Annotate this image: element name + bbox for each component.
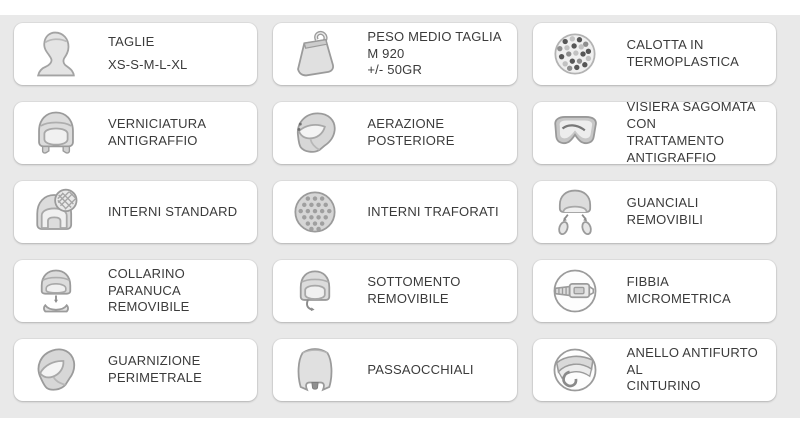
feature-text-line: GUANCIALI REMOVIBILI xyxy=(626,195,704,227)
feature-card xyxy=(273,339,516,401)
feature-text-line: PASSAOCCHIALI xyxy=(367,361,474,377)
feature-label xyxy=(108,266,251,317)
feature-card xyxy=(14,339,257,401)
glasses-slot-helmet-icon xyxy=(289,344,341,396)
feature-card xyxy=(273,102,516,164)
feature-text-line: PESO MEDIO TAGLIA M 920 xyxy=(367,28,502,61)
cheek-pads-icon xyxy=(549,186,601,238)
feature-text-line: VERNICIATURA xyxy=(108,116,207,132)
perforated-interior-icon xyxy=(290,187,340,237)
chin-strap-icon xyxy=(289,265,341,317)
open-face-helmet-icon xyxy=(30,107,82,159)
feature-text-line: TERMOPLASTICA xyxy=(626,54,740,69)
visor-icon xyxy=(550,108,600,158)
feature-card xyxy=(273,260,516,322)
feature-card xyxy=(14,102,257,164)
chin-strap-icon xyxy=(290,266,340,316)
feature-text-line: CALOTTA IN xyxy=(626,37,704,53)
weight-icon xyxy=(290,29,340,79)
micrometric-buckle-icon xyxy=(550,266,600,316)
feature-label xyxy=(108,353,251,387)
feature-label xyxy=(367,116,510,150)
feature-text-line: INTERNI STANDARD xyxy=(108,203,238,219)
thermoplastic-shell-icon xyxy=(550,29,600,79)
feature-card xyxy=(533,99,776,165)
feature-label xyxy=(367,204,498,221)
feature-label xyxy=(627,345,770,396)
feature-text-line: XS-S-M-L-XL xyxy=(108,57,188,72)
feature-label xyxy=(367,274,510,308)
feature-card xyxy=(14,23,257,85)
head-size-icon xyxy=(31,29,81,79)
full-face-helmet-icon xyxy=(289,107,341,159)
feature-text-line: GUARNIZIONE PERIMETRALE xyxy=(108,353,202,385)
feature-text-line: REMOVIBILE xyxy=(108,299,190,315)
feature-label xyxy=(108,116,206,150)
neck-roll-icon xyxy=(30,265,82,317)
feature-text-line: SOTTOMENTO REMOVIBILE xyxy=(367,274,461,306)
perforated-interior-icon xyxy=(289,186,341,238)
feature-text-line: ANTIGRAFFIO xyxy=(626,149,717,165)
feature-label xyxy=(627,37,739,71)
features-panel xyxy=(0,15,800,418)
feature-text-line: AERAZIONE POSTERIORE xyxy=(367,116,455,148)
feature-text-line: COLLARINO PARANUCA xyxy=(108,265,185,298)
visor-icon xyxy=(549,107,601,159)
feature-text-line: TAGLIE xyxy=(108,34,155,50)
feature-text-line: +/- 50GR xyxy=(367,62,423,78)
standard-interior-icon xyxy=(30,186,82,238)
weight-icon xyxy=(289,28,341,80)
glasses-slot-helmet-icon xyxy=(290,345,340,395)
head-size-icon xyxy=(30,28,82,80)
open-face-helmet-icon xyxy=(31,108,81,158)
perimeter-seal-helmet-icon xyxy=(31,345,81,395)
feature-card xyxy=(14,260,257,322)
thermoplastic-shell-icon xyxy=(549,28,601,80)
feature-card xyxy=(533,181,776,243)
perimeter-seal-helmet-icon xyxy=(30,344,82,396)
feature-text-line: FIBBIA MICROMETRICA xyxy=(626,274,731,306)
feature-card xyxy=(533,260,776,322)
feature-text-line: VISIERA SAGOMATA CON xyxy=(626,99,756,132)
feature-label xyxy=(627,99,770,167)
feature-text-line: ANELLO ANTIFURTO AL xyxy=(626,344,758,377)
micrometric-buckle-icon xyxy=(549,265,601,317)
feature-label xyxy=(367,29,510,80)
feature-label xyxy=(108,204,237,221)
feature-grid xyxy=(14,23,776,401)
cheek-pads-icon xyxy=(550,187,600,237)
standard-interior-icon xyxy=(31,187,81,237)
anti-theft-ring-icon xyxy=(549,344,601,396)
feature-label xyxy=(627,274,770,308)
feature-label xyxy=(108,34,188,74)
neck-roll-icon xyxy=(31,266,81,316)
feature-card xyxy=(273,181,516,243)
full-face-helmet-icon xyxy=(290,108,340,158)
feature-label xyxy=(627,195,770,229)
feature-text-line: ANTIGRAFFIO xyxy=(108,133,198,148)
feature-text-line: INTERNI TRAFORATI xyxy=(367,203,499,219)
feature-text-line: CINTURINO xyxy=(626,378,701,394)
feature-card xyxy=(14,181,257,243)
feature-text-line: TRATTAMENTO xyxy=(626,133,725,148)
feature-card xyxy=(533,23,776,85)
feature-label xyxy=(367,362,473,379)
anti-theft-ring-icon xyxy=(550,345,600,395)
feature-card xyxy=(273,23,516,85)
feature-card xyxy=(533,339,776,401)
